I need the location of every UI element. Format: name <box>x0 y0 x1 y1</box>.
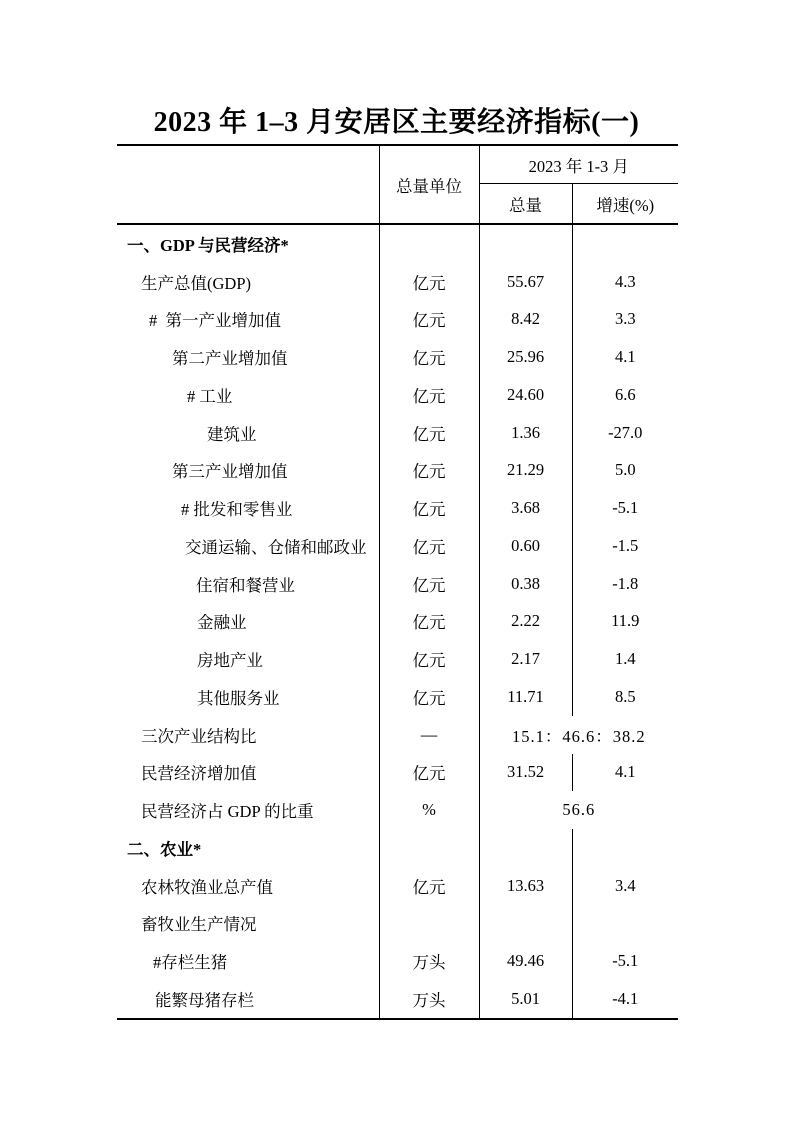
table-row <box>117 640 678 678</box>
unit-cell: — <box>379 716 479 754</box>
table-row <box>117 905 678 943</box>
unit-cell: 万头 <box>379 980 479 1019</box>
unit-cell: 亿元 <box>379 754 479 792</box>
growth-column-header: 增速(%) <box>596 195 655 215</box>
section-row <box>117 224 678 263</box>
total-cell: 24.60 <box>479 376 572 414</box>
indicator-header-blank <box>117 145 379 224</box>
total-column-header: 总量 <box>479 184 572 225</box>
total-cell: 3.68 <box>479 489 572 527</box>
indicator-label: 民营经济占 GDP 的比重 <box>117 791 379 829</box>
indicator-label: 能繁母猪存栏 <box>117 980 379 1019</box>
total-cell: 31.52 <box>479 754 572 792</box>
indicator-label: 其他服务业 <box>117 678 379 716</box>
growth-cell: -27.0 <box>608 422 643 442</box>
unit-cell: 亿元 <box>379 603 479 641</box>
growth-cell: 5.0 <box>614 460 636 480</box>
growth-cell: 4.1 <box>614 762 636 782</box>
unit-cell: 亿元 <box>379 263 479 301</box>
table-row <box>117 754 678 792</box>
total-cell: 49.46 <box>479 942 572 980</box>
unit-cell: 万头 <box>379 942 479 980</box>
period-header: 2023 年 1-3 月 <box>479 145 678 184</box>
table-row <box>117 678 678 716</box>
total-cell <box>479 224 572 263</box>
unit-cell: 亿元 <box>379 565 479 603</box>
total-cell <box>479 905 572 943</box>
total-cell: 8.42 <box>479 301 572 339</box>
table-row <box>117 980 678 1019</box>
unit-cell: 亿元 <box>379 338 479 376</box>
table-row <box>117 565 678 603</box>
indicator-label: 第三产业增加值 <box>117 452 379 490</box>
total-cell: 0.60 <box>479 527 572 565</box>
growth-cell: 3.4 <box>614 875 636 895</box>
span-value-cell: 15.1：46.6：38.2 <box>511 726 646 746</box>
indicator-label: # 工业 <box>117 376 379 414</box>
total-cell: 1.36 <box>479 414 572 452</box>
unit-cell: 亿元 <box>379 376 479 414</box>
growth-cell: 6.6 <box>614 384 636 404</box>
unit-cell: 亿元 <box>379 452 479 490</box>
unit-cell <box>379 905 479 943</box>
total-cell: 2.22 <box>479 603 572 641</box>
growth-cell: 4.1 <box>614 347 636 367</box>
growth-cell: 8.5 <box>614 686 636 706</box>
indicator-label: 一、GDP 与民营经济* <box>117 224 379 263</box>
growth-cell: 3.3 <box>614 309 636 329</box>
growth-cell: -4.1 <box>612 988 639 1008</box>
section-row <box>117 829 678 867</box>
total-cell: 11.71 <box>479 678 572 716</box>
total-cell: 25.96 <box>479 338 572 376</box>
table-row <box>117 527 678 565</box>
indicator-label: 二、农业* <box>117 829 379 867</box>
table-row <box>117 489 678 527</box>
unit-cell: % <box>379 791 479 829</box>
table-row <box>117 263 678 301</box>
indicator-label: 农林牧渔业总产值 <box>117 867 379 905</box>
table-row <box>117 414 678 452</box>
table-row <box>117 791 678 829</box>
table-row <box>117 867 678 905</box>
growth-cell <box>572 224 678 263</box>
table-row <box>117 603 678 641</box>
indicator-label: # 第一产业增加值 <box>117 301 379 339</box>
total-cell: 0.38 <box>479 565 572 603</box>
total-cell <box>479 829 572 867</box>
total-cell: 13.63 <box>479 867 572 905</box>
indicator-label: 民营经济增加值 <box>117 754 379 792</box>
indicator-label: 建筑业 <box>117 414 379 452</box>
unit-cell <box>379 224 479 263</box>
unit-cell: 亿元 <box>379 527 479 565</box>
total-cell: 2.17 <box>479 640 572 678</box>
unit-cell <box>379 829 479 867</box>
growth-cell: -5.1 <box>612 951 639 971</box>
indicator-label: 生产总值(GDP) <box>117 263 379 301</box>
table-header <box>117 145 678 224</box>
growth-cell: 11.9 <box>611 611 640 631</box>
total-cell: 21.29 <box>479 452 572 490</box>
span-value-cell: 56.6 <box>562 800 596 820</box>
header-row-period <box>117 145 678 184</box>
growth-cell: -5.1 <box>612 498 639 518</box>
growth-cell <box>572 829 678 867</box>
growth-cell: 1.4 <box>614 649 636 669</box>
table-row <box>117 376 678 414</box>
indicator-label: 金融业 <box>117 603 379 641</box>
unit-cell: 亿元 <box>379 414 479 452</box>
table-row <box>117 716 678 754</box>
unit-cell: 亿元 <box>379 640 479 678</box>
indicator-label: 房地产业 <box>117 640 379 678</box>
growth-cell: -1.5 <box>612 535 639 555</box>
growth-cell: 4.3 <box>614 271 636 291</box>
indicators-table <box>117 144 678 1020</box>
table-row <box>117 452 678 490</box>
unit-column-header: 总量单位 <box>379 145 479 224</box>
total-cell: 55.67 <box>479 263 572 301</box>
indicator-label: 交通运输、仓储和邮政业 <box>117 527 379 565</box>
total-cell: 5.01 <box>479 980 572 1019</box>
growth-cell <box>572 905 678 943</box>
indicator-label: 第二产业增加值 <box>117 338 379 376</box>
page-title: 2023 年 1–3 月安居区主要经济指标(一) <box>153 107 640 138</box>
indicator-label: 三次产业结构比 <box>117 716 379 754</box>
unit-cell: 亿元 <box>379 489 479 527</box>
unit-cell: 亿元 <box>379 301 479 339</box>
table-row <box>117 338 678 376</box>
table-body <box>117 224 678 1019</box>
unit-cell: 亿元 <box>379 678 479 716</box>
indicator-label: #存栏生猪 <box>117 942 379 980</box>
indicator-label: 畜牧业生产情况 <box>117 905 379 943</box>
growth-cell: -1.8 <box>612 573 639 593</box>
table-row <box>117 942 678 980</box>
unit-cell: 亿元 <box>379 867 479 905</box>
indicator-label: 住宿和餐营业 <box>117 565 379 603</box>
table-row <box>117 301 678 339</box>
indicator-label: # 批发和零售业 <box>117 489 379 527</box>
